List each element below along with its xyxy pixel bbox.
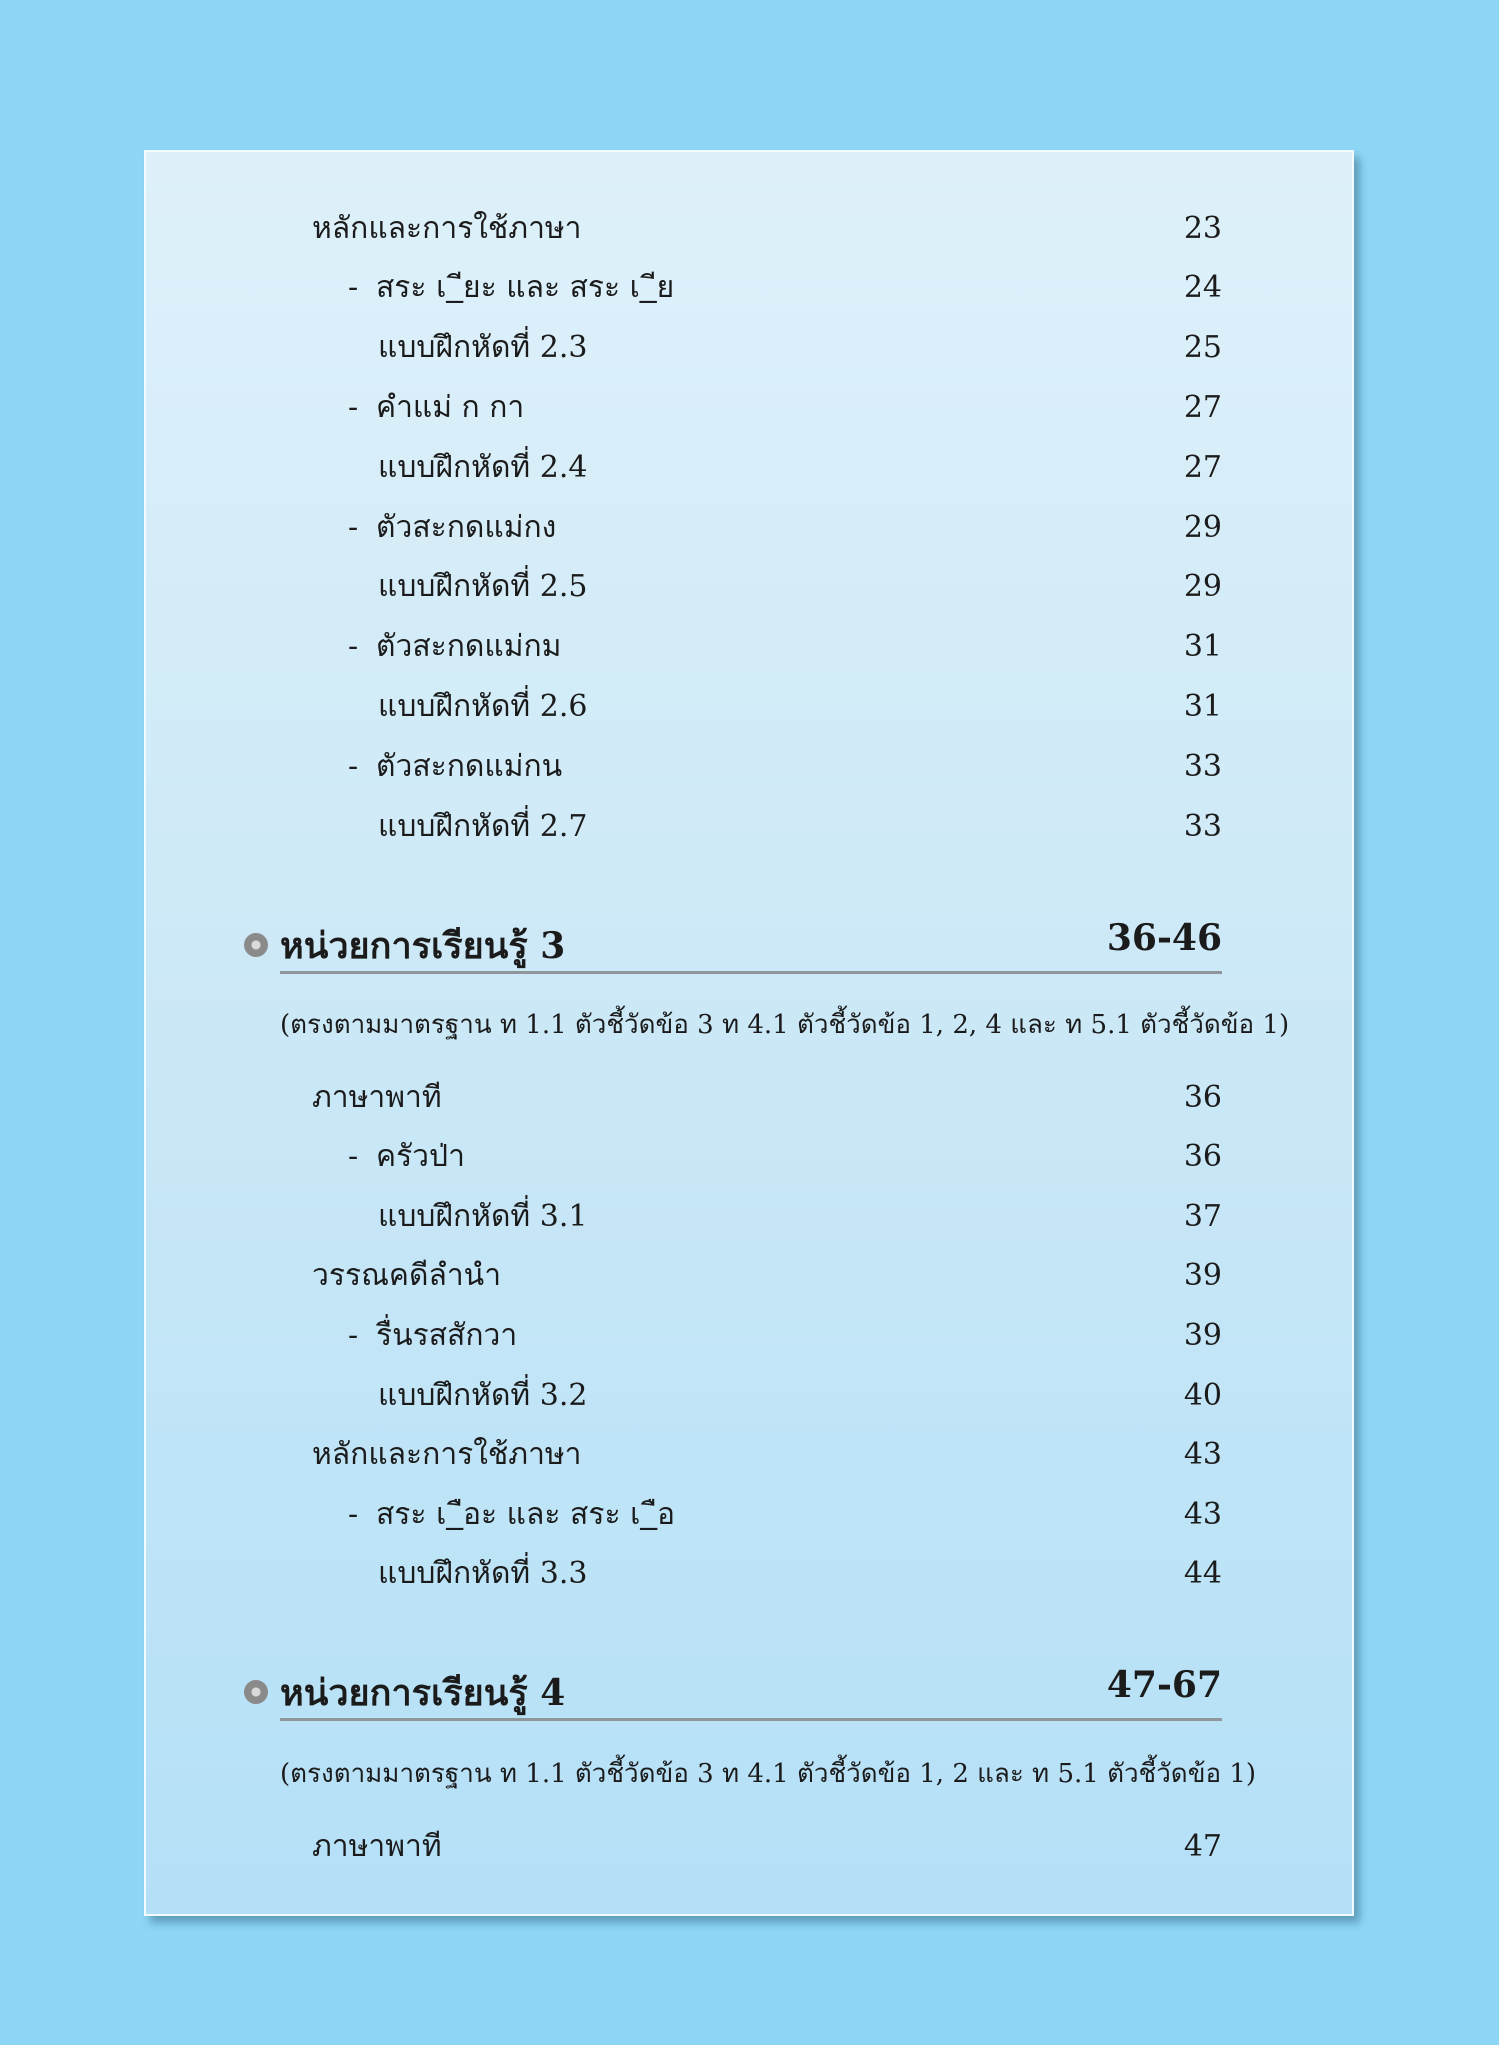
toc-entry[interactable] bbox=[312, 1253, 1222, 1299]
toc-entry[interactable] bbox=[378, 1372, 1222, 1418]
dash-bullet: - bbox=[348, 270, 359, 306]
toc-entry-label bbox=[348, 1133, 465, 1180]
toc-entry-page: 31 bbox=[1183, 629, 1222, 665]
unit-page-range: 36-46 bbox=[1106, 917, 1222, 959]
toc-entry-text: แบบฝึกหัดที่ 2.7 bbox=[378, 808, 588, 844]
toc-entry-text: หลักและการใช้ภาษา bbox=[312, 210, 582, 246]
dash-bullet: - bbox=[348, 1139, 359, 1175]
toc-entry[interactable] bbox=[312, 205, 1222, 251]
toc-entry-label bbox=[378, 1193, 587, 1240]
toc-entry-label bbox=[348, 743, 562, 790]
toc-entry-page: 47 bbox=[1183, 1828, 1222, 1864]
dash-bullet: - bbox=[348, 1496, 359, 1532]
dash-bullet: - bbox=[348, 748, 359, 784]
toc-entry-label bbox=[312, 1431, 582, 1478]
dash-bullet: - bbox=[348, 389, 359, 425]
toc-entry-label bbox=[378, 563, 587, 610]
unit-underline bbox=[280, 1718, 1222, 1721]
toc-entry-page: 31 bbox=[1183, 688, 1222, 724]
toc-entry[interactable] bbox=[378, 1551, 1222, 1597]
toc-entry-text: แบบฝึกหัดที่ 2.6 bbox=[378, 688, 588, 724]
unit-4-standards: (ตรงตามมาตรฐาน ท 1.1 ตัวชี้วัดข้อ 3 ท 4.1 ตัวชี้วัดข้อ 1, 2 และ ท 5.1 ตัวชี้วัดข้อ 1) bbox=[280, 1759, 1257, 1789]
dash-bullet: - bbox=[348, 629, 359, 665]
toc-entry-label bbox=[312, 205, 582, 252]
toc-entry-label bbox=[312, 1823, 442, 1870]
toc-entry[interactable] bbox=[378, 444, 1222, 490]
toc-entry[interactable] bbox=[312, 1823, 1222, 1869]
unit-title: หน่วยการเรียนรู้ 3 bbox=[280, 925, 566, 967]
toc-entry[interactable] bbox=[378, 803, 1222, 849]
toc-entry[interactable] bbox=[312, 1074, 1222, 1120]
toc-entry-text: ภาษาพาที bbox=[312, 1079, 442, 1115]
toc-entry-page: 23 bbox=[1183, 210, 1222, 246]
toc-entry-text: วรรณคดีลำนำ bbox=[312, 1258, 502, 1294]
toc-entry-text: สระ เ_ียะ และ สระ เ_ีย bbox=[376, 270, 675, 306]
toc-entry-page: 39 bbox=[1183, 1258, 1222, 1294]
toc-entry-page: 29 bbox=[1183, 509, 1222, 545]
toc-entry-page: 43 bbox=[1183, 1437, 1222, 1473]
toc-entry-text: หลักและการใช้ภาษา bbox=[312, 1437, 582, 1473]
toc-entry[interactable] bbox=[348, 624, 1222, 670]
toc-entry-page: 33 bbox=[1183, 808, 1222, 844]
toc-entry-label bbox=[348, 504, 556, 551]
toc-entry-page: 43 bbox=[1183, 1496, 1222, 1532]
toc-entry-label bbox=[312, 1252, 501, 1299]
toc-entry-text: แบบฝึกหัดที่ 3.1 bbox=[378, 1198, 588, 1234]
dash-bullet: - bbox=[348, 1317, 359, 1353]
toc-entry[interactable] bbox=[348, 265, 1222, 311]
toc-entry[interactable] bbox=[378, 564, 1222, 610]
toc-entry-text: ตัวสะกดแม่กม bbox=[376, 629, 562, 665]
toc-page bbox=[144, 150, 1354, 1916]
toc-entry-text: รื่นรสสักวา bbox=[376, 1317, 518, 1353]
toc-entry-label bbox=[378, 1372, 587, 1419]
toc-entry-page: 37 bbox=[1183, 1198, 1222, 1234]
toc-entry-text: ตัวสะกดแม่กง bbox=[376, 509, 557, 545]
toc-entry-text: แบบฝึกหัดที่ 2.5 bbox=[378, 569, 588, 605]
toc-entry-text: แบบฝึกหัดที่ 3.2 bbox=[378, 1377, 588, 1413]
toc-entry-label bbox=[348, 1312, 517, 1359]
toc-entry[interactable] bbox=[348, 384, 1222, 430]
toc-entry-page: 27 bbox=[1183, 389, 1222, 425]
toc-entry-page: 36 bbox=[1183, 1139, 1222, 1175]
toc-entry-label bbox=[348, 264, 674, 311]
toc-entry-label bbox=[378, 444, 587, 491]
unit-3-standards: (ตรงตามมาตรฐาน ท 1.1 ตัวชี้วัดข้อ 3 ท 4.1 ตัวชี้วัดข้อ 1, 2, 4 และ ท 5.1 ตัวชี้วัดข้อ 1) bbox=[280, 1010, 1290, 1040]
circle-bullet-icon bbox=[244, 1680, 268, 1704]
toc-entry-text: แบบฝึกหัดที่ 2.3 bbox=[378, 330, 588, 366]
toc-entry[interactable] bbox=[348, 1491, 1222, 1537]
toc-entry[interactable] bbox=[348, 743, 1222, 789]
toc-entry-page: 27 bbox=[1183, 449, 1222, 485]
toc-entry[interactable] bbox=[348, 1134, 1222, 1180]
toc-entry-text: ครัวป่า bbox=[376, 1139, 465, 1175]
toc-entry-page: 44 bbox=[1183, 1556, 1222, 1592]
toc-entry[interactable] bbox=[378, 683, 1222, 729]
unit-3-heading[interactable] bbox=[244, 917, 1222, 971]
toc-entry-text: ภาษาพาที bbox=[312, 1828, 442, 1864]
toc-entry[interactable] bbox=[312, 1432, 1222, 1478]
toc-entry-page: 25 bbox=[1183, 330, 1222, 366]
toc-entry-page: 40 bbox=[1183, 1377, 1222, 1413]
toc-entry[interactable] bbox=[378, 325, 1222, 371]
toc-entry-page: 29 bbox=[1183, 569, 1222, 605]
toc-entry[interactable] bbox=[348, 1312, 1222, 1358]
toc-entry-label bbox=[378, 1550, 587, 1597]
toc-entry-page: 36 bbox=[1183, 1079, 1222, 1115]
toc-entry-page: 39 bbox=[1183, 1317, 1222, 1353]
toc-entry-label bbox=[378, 324, 587, 371]
toc-entry-page: 33 bbox=[1183, 748, 1222, 784]
toc-entry[interactable] bbox=[378, 1193, 1222, 1239]
toc-entry-text: แบบฝึกหัดที่ 2.4 bbox=[378, 449, 588, 485]
toc-entry-text: สระ เ_ือะ และ สระ เ_ือ bbox=[376, 1496, 676, 1532]
toc-entry-label bbox=[348, 384, 524, 431]
unit-4-heading[interactable] bbox=[244, 1664, 1222, 1718]
toc-entry-label bbox=[312, 1074, 442, 1121]
unit-underline bbox=[280, 971, 1222, 974]
toc-entry[interactable] bbox=[348, 504, 1222, 550]
toc-entry-text: คำแม่ ก กา bbox=[376, 389, 525, 425]
unit-title: หน่วยการเรียนรู้ 4 bbox=[280, 1672, 566, 1714]
toc-entry-text: ตัวสะกดแม่กน bbox=[376, 748, 563, 784]
dash-bullet: - bbox=[348, 509, 359, 545]
toc-entry-label bbox=[378, 803, 587, 850]
toc-entry-text: แบบฝึกหัดที่ 3.3 bbox=[378, 1556, 588, 1592]
unit-page-range: 47-67 bbox=[1106, 1664, 1222, 1706]
toc-entry-page: 24 bbox=[1183, 270, 1222, 306]
toc-entry-label bbox=[348, 623, 561, 670]
toc-entry-label bbox=[348, 1491, 675, 1538]
toc-entry-label bbox=[378, 683, 587, 730]
circle-bullet-icon bbox=[244, 933, 268, 957]
